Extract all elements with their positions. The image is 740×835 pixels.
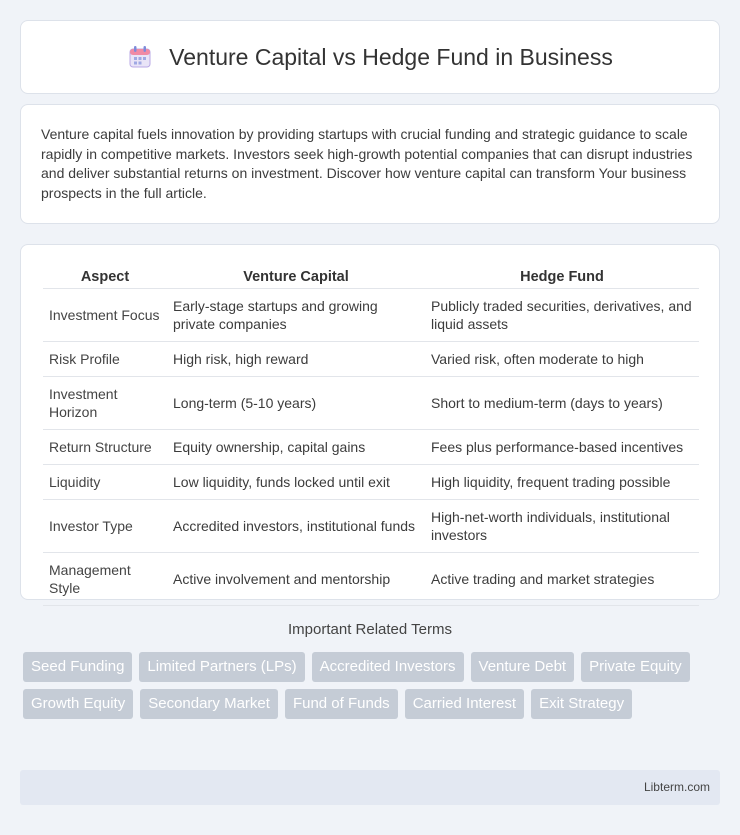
cell-venture-capital: Active involvement and mentorship <box>167 553 425 606</box>
cell-venture-capital: Long-term (5-10 years) <box>167 377 425 430</box>
table-row <box>43 377 699 430</box>
cell-hedge-fund: Varied risk, often moderate to high <box>425 342 699 377</box>
related-term-tag[interactable]: Fund of Funds <box>285 689 398 719</box>
cell-aspect: Investment Focus <box>43 289 167 342</box>
header-venture-capital: Venture Capital <box>167 265 425 289</box>
related-terms-title: Important Related Terms <box>288 621 452 638</box>
cell-aspect: Management Style <box>43 553 167 606</box>
cell-venture-capital: Low liquidity, funds locked until exit <box>167 465 425 500</box>
related-term-tag[interactable]: Accredited Investors <box>312 652 464 682</box>
cell-aspect: Investment Horizon <box>43 377 167 430</box>
related-term-tag[interactable]: Venture Debt <box>471 652 575 682</box>
cell-hedge-fund: High liquidity, frequent trading possible <box>425 465 699 500</box>
cell-hedge-fund: Publicly traded securities, derivatives, and liquid assets <box>425 289 699 342</box>
related-term-tag[interactable]: Seed Funding <box>23 652 132 682</box>
related-term-tag[interactable]: Limited Partners (LPs) <box>139 652 304 682</box>
cell-hedge-fund: Active trading and market strategies <box>425 553 699 606</box>
comparison-table <box>43 265 699 606</box>
header-card <box>20 20 720 94</box>
cell-aspect: Investor Type <box>43 500 167 553</box>
cell-aspect: Risk Profile <box>43 342 167 377</box>
table-row <box>43 289 699 342</box>
cell-aspect: Return Structure <box>43 430 167 465</box>
table-row <box>43 553 699 606</box>
related-terms-list <box>23 652 723 719</box>
header-hedge-fund: Hedge Fund <box>425 265 699 289</box>
footer-site-link[interactable]: Libterm.com <box>643 780 710 794</box>
footer <box>20 770 720 805</box>
related-term-tag[interactable]: Private Equity <box>581 652 690 682</box>
related-term-tag[interactable]: Exit Strategy <box>531 689 632 719</box>
header-aspect: Aspect <box>43 265 167 289</box>
cell-aspect: Liquidity <box>43 465 167 500</box>
table-row <box>43 342 699 377</box>
cell-hedge-fund: High-net-worth individuals, institutional investors <box>425 500 699 553</box>
cell-hedge-fund: Short to medium-term (days to years) <box>425 377 699 430</box>
intro-card <box>20 104 720 224</box>
related-term-tag[interactable]: Carried Interest <box>405 689 524 719</box>
table-row <box>43 430 699 465</box>
cell-venture-capital: Early-stage startups and growing private companies <box>167 289 425 342</box>
cell-venture-capital: Accredited investors, institutional funds <box>167 500 425 553</box>
cell-venture-capital: High risk, high reward <box>167 342 425 377</box>
table-row <box>43 500 699 553</box>
cell-hedge-fund: Fees plus performance-based incentives <box>425 430 699 465</box>
comparison-card <box>20 244 720 600</box>
calendar-icon <box>127 44 153 70</box>
table-header-row <box>43 265 699 289</box>
page-title: Venture Capital vs Hedge Fund in Business <box>169 43 613 70</box>
intro-text: Venture capital fuels innovation by providing startups with crucial funding and strategic guidance to scale rapidly in competitive markets. Investors seek high-growth potential companies that can disrupt industries and deliver substantial returns on investment. Discover how venture capital can transform Your business prospects in the full article. <box>41 126 693 201</box>
table-row <box>43 465 699 500</box>
related-term-tag[interactable]: Growth Equity <box>23 689 133 719</box>
cell-venture-capital: Equity ownership, capital gains <box>167 430 425 465</box>
related-term-tag[interactable]: Secondary Market <box>140 689 278 719</box>
